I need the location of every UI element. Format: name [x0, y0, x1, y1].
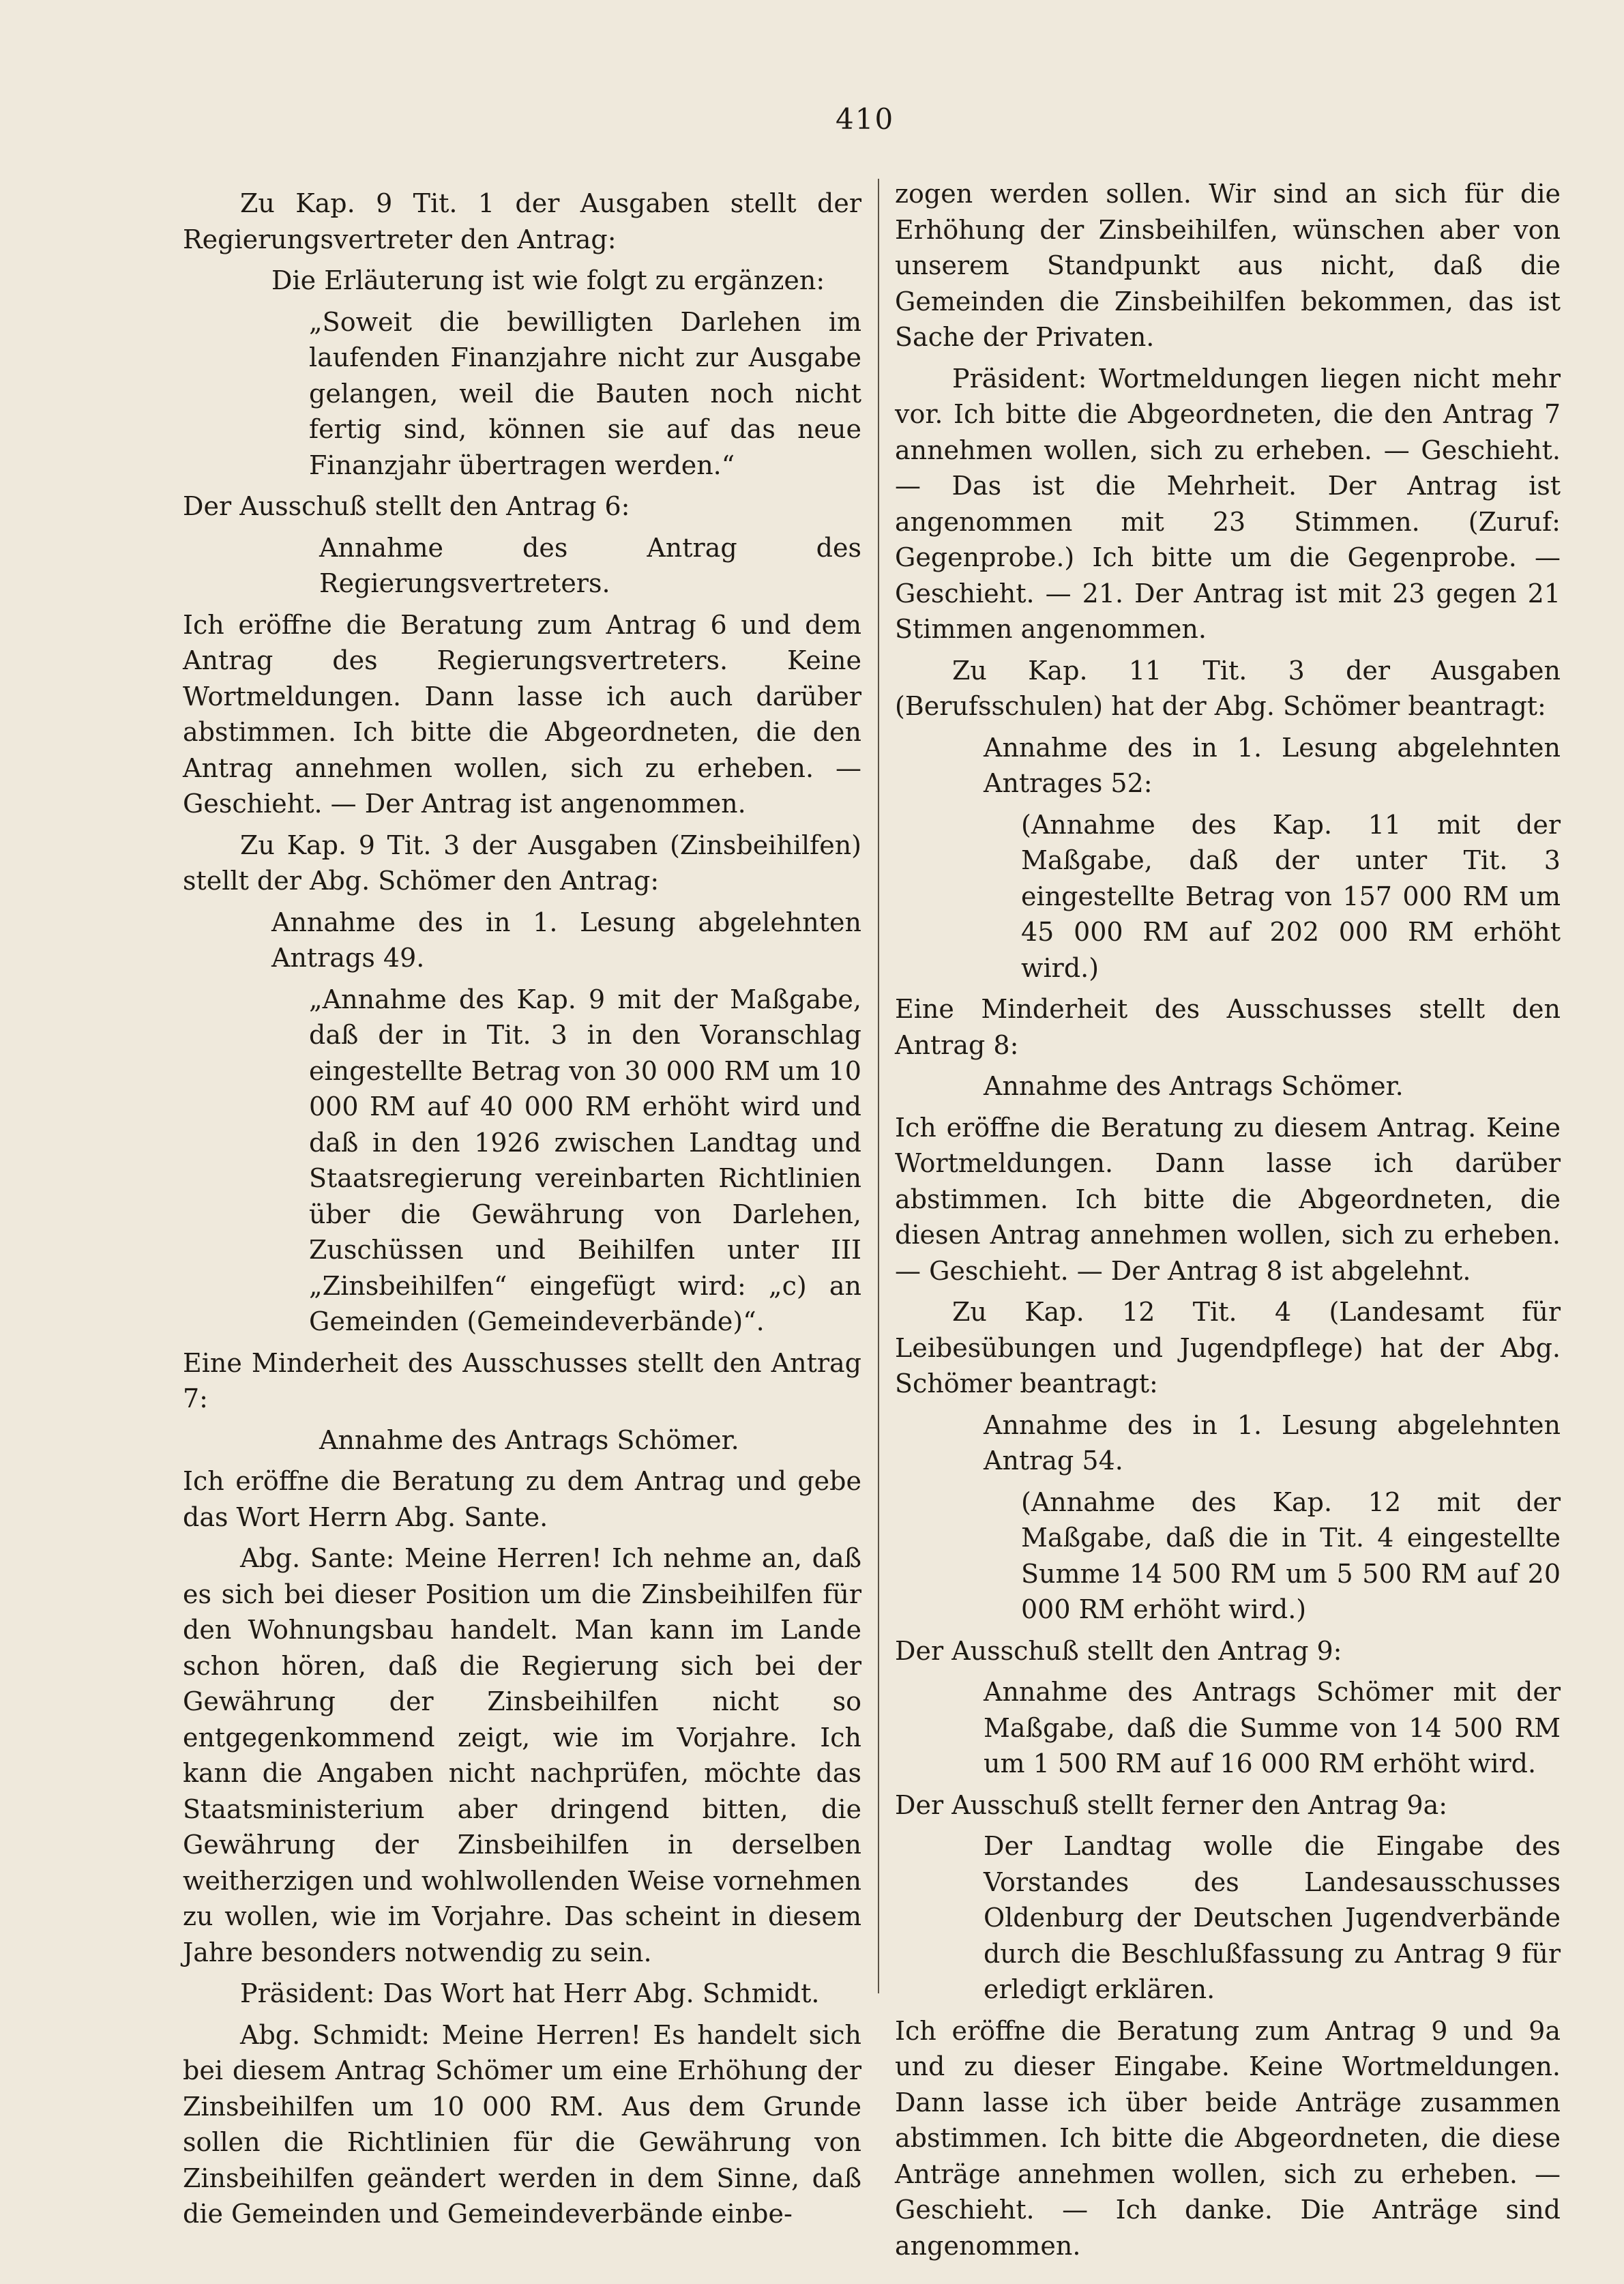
- paragraph: Der Landtag wolle die Eingabe des Vorstandes des Landesausschusses Oldenburg der Deutschen Jugendverbände durch die Beschlußfassung zu Antrag 9 für erledigt erklären.: [984, 1831, 1561, 2004]
- paragraph: Abg. Sante: Meine Herren! Ich nehme an, daß es sich bei dieser Position um die Zinsbeihilfen für den Wohnungsbau handelt. Man kann im Lande schon hören, daß die Regierung sich bei der Gewährung der Zinsbeihilfen nicht so entgegenkommend zeigt, wie im Vorjahre. Ich kann die Angaben nicht nachprüfen, möchte das Staatsministerium aber dringend bitten, die Gewährung der Zinsbeihilfen in derselben weitherzigen und wohlwollenden Weise vornehmen zu wollen, wie im Vorjahre. Das scheint in diesem Jahre besonders notwendig zu sein.: [183, 1543, 861, 1967]
- paragraph: Ich eröffne die Beratung zu diesem Antrag. Keine Wortmeldungen. Dann lasse ich darüber abstimmen. Ich bitte die Abgeordneten, die diesen Antrag annehmen wollen, sich zu erheben. — Geschieht. — Der Antrag 8 ist abgelehnt.: [895, 1112, 1561, 1286]
- paragraph: Annahme des Antrags Schömer mit der Maßgabe, daß die Summe von 14 500 RM um 1 500 RM auf 16 000 RM erhöht wird.: [984, 1677, 1561, 1778]
- paragraph: Der Ausschuß stellt den Antrag 9:: [895, 1635, 1342, 1666]
- paragraph: Zu Kap. 11 Tit. 3 der Ausgaben (Berufsschulen) hat der Abg. Schömer beantragt:: [895, 655, 1561, 721]
- left-column: [183, 186, 861, 2238]
- paragraph: Abg. Schmidt: Meine Herren! Es handelt sich bei diesem Antrag Schömer um eine Erhöhung der Zinsbeihilfen um 10 000 RM. Aus dem Grunde sollen die Richtlinien für die Gewährung von Zinsbeihilfen geändert werden in dem Sinne, daß die Gemeinden und Gemeindeverbände einbe-: [183, 2019, 861, 2229]
- paragraph: Ich eröffne die Beratung zum Antrag 6 und dem Antrag des Regierungsvertreters. Keine Wortmeldungen. Dann lasse ich auch darüber abstimmen. Ich bitte die Abgeordneten, die den Antrag annehmen wollen, sich zu erheben. — Geschieht. — Der Antrag ist angenommen.: [183, 609, 861, 819]
- paragraph: Annahme des in 1. Lesung abgelehnten Antrag 54.: [984, 1409, 1561, 1476]
- paragraph: „Annahme des Kap. 9 mit der Maßgabe, daß der in Tit. 3 in den Voranschlag eingestellte Betrag von 30 000 RM um 10 000 RM auf 40 000 RM erhöht wird und daß in den 1926 zwischen Landtag und Staatsregierung vereinbarten Richtlinien über die Gewährung von Darlehen, Zuschüssen und Beihilfen unter III „Zinsbeihilfen“ eingefügt wird: „c) an Gemeinden (Gemeindeverbände)“.: [309, 984, 861, 1336]
- paragraph: Der Ausschuß stellt den Antrag 6:: [183, 491, 630, 521]
- paragraph: Zu Kap. 9 Tit. 3 der Ausgaben (Zinsbeihilfen) stellt der Abg. Schömer den Antrag:: [183, 830, 861, 896]
- paragraph: Annahme des in 1. Lesung abgelehnten Antrags 49.: [271, 907, 861, 973]
- paragraph: Zu Kap. 9 Tit. 1 der Ausgaben stellt der Regierungsvertreter den Antrag:: [183, 188, 861, 254]
- paragraph: Zu Kap. 12 Tit. 4 (Landesamt für Leibesübungen und Jugendpflege) hat der Abg. Schömer beantragt:: [895, 1297, 1561, 1399]
- paragraph: „Soweit die bewilligten Darlehen im laufenden Finanzjahre nicht zur Ausgabe gelangen, weil die Bauten noch nicht fertig sind, können sie auf das neue Finanzjahr übertragen werden.“: [309, 306, 861, 480]
- page-number: 410: [836, 102, 895, 136]
- paragraph: Ich eröffne die Beratung zu dem Antrag und gebe das Wort Herrn Abg. Sante.: [183, 1466, 861, 1532]
- paragraph: zogen werden sollen. Wir sind an sich für die Erhöhung der Zinsbeihilfen, wünschen aber von unserem Standpunkt aus nicht, daß die Gemeinden die Zinsbeihilfen bekommen, das ist Sache der Privaten.: [895, 179, 1561, 352]
- paragraph: (Annahme des Kap. 11 mit der Maßgabe, daß der unter Tit. 3 eingestellte Betrag von 157 000 RM um 45 000 RM auf 202 000 RM erhöht wird.): [1021, 809, 1561, 983]
- paragraph: Annahme des Antrags Schömer.: [984, 1071, 1404, 1101]
- column-divider: [878, 179, 879, 1993]
- right-column: [895, 176, 1561, 2269]
- paragraph: Ich eröffne die Beratung zum Antrag 9 und 9a und zu dieser Eingabe. Keine Wortmeldungen. Dann lasse ich über beide Anträge zusammen abstimmen. Ich bitte die Abgeordneten, die diese Anträge annehmen wollen, sich zu erheben. — Geschieht. — Ich danke. Die Anträge sind angenommen.: [895, 2015, 1561, 2261]
- paragraph: Annahme des Antrag des Regierungsvertreters.: [319, 532, 861, 598]
- paragraph: Annahme des in 1. Lesung abgelehnten Antrages 52:: [984, 732, 1561, 798]
- paragraph: Die Erläuterung ist wie folgt zu ergänzen:: [271, 265, 825, 295]
- paragraph: Präsident: Das Wort hat Herr Abg. Schmidt.: [240, 1978, 820, 2008]
- paragraph: Eine Minderheit des Ausschusses stellt den Antrag 8:: [895, 994, 1561, 1060]
- paragraph: Annahme des Antrags Schömer.: [319, 1424, 739, 1455]
- paragraph: (Annahme des Kap. 12 mit der Maßgabe, daß die in Tit. 4 eingestellte Summe 14 500 RM um 5 500 RM auf 20 000 RM erhöht wird.): [1021, 1487, 1561, 1624]
- paragraph: Eine Minderheit des Ausschusses stellt den Antrag 7:: [183, 1347, 861, 1414]
- paragraph: Der Ausschuß stellt ferner den Antrag 9a:: [895, 1789, 1448, 1820]
- paragraph: Präsident: Wortmeldungen liegen nicht mehr vor. Ich bitte die Abgeordneten, die den Antrag 7 annehmen wollen, sich zu erheben. — Geschieht. — Das ist die Mehrheit. Der Antrag ist angenommen mit 23 Stimmen. (Zuruf: Gegenprobe.) Ich bitte um die Gegenprobe. — Geschieht. — 21. Der Antrag ist mit 23 gegen 21 Stimmen angenommen.: [895, 363, 1561, 644]
